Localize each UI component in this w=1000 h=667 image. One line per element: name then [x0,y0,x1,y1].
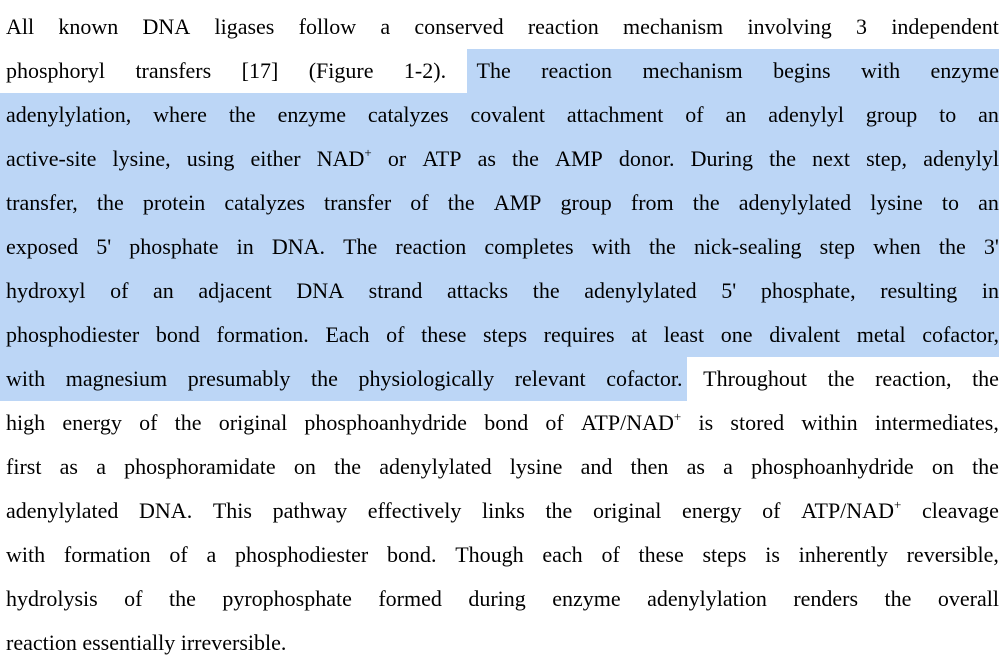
text-word: stored [730,410,785,435]
text-word: independent [891,14,999,39]
text-word: Each [325,322,370,347]
text-word: these [421,322,467,347]
text-word: the [769,146,796,171]
text-word: requires [543,322,615,347]
text-word: adenylylation, [6,102,132,127]
text-word: DNA. [139,498,193,523]
text-word: of [139,410,158,435]
text-word: one [720,322,753,347]
superscript-plus: + [893,497,902,512]
text-word: DNA [142,14,191,39]
text-word: formation. [216,322,309,347]
text-word: the [228,102,256,127]
text-word: reaction [527,14,599,39]
text-word: an [978,190,999,215]
text-word: enzyme [930,58,999,83]
text-word: lysine, [112,146,171,171]
text-word: the [827,366,855,391]
text-word: at [631,322,648,347]
text-word: least [663,322,705,347]
text-word: lysine [870,190,923,215]
text-word: formed [378,586,442,611]
text-line [6,5,999,49]
text-word: magnesium [65,366,168,391]
text-word: [17] [241,58,279,83]
text-word: from [630,190,674,215]
text-word: the [512,146,539,171]
text-word: metal [856,322,906,347]
text-word: attacks [447,278,509,303]
text-word: of [762,498,781,523]
text-word: phosphodiester [234,542,369,567]
text-word: ATP/NAD+ [801,497,902,523]
text-word: as [686,454,705,479]
text-word: on [931,454,954,479]
text-word: irreversible. [180,630,287,655]
text-word: reversible, [906,542,999,567]
text-word: these [638,542,684,567]
text-word: of [410,190,429,215]
text-word: group [560,190,612,215]
text-word: Though [455,542,524,567]
text-word: is [698,410,714,435]
text-word: either [250,146,301,171]
text-word: each [542,542,583,567]
text-word: to [939,102,957,127]
text-word: completes [484,234,574,259]
text-word: in [236,234,254,259]
text-word: a [206,542,217,567]
text-word: adenylyl [768,102,844,127]
text-word: overall [937,586,999,611]
text-word: conserved [414,14,504,39]
text-word: renders [793,586,859,611]
text-word: links [482,498,525,523]
text-line [6,489,999,533]
text-word: phosphate, [760,278,856,303]
text-word: transfers [135,58,212,83]
text-word: 5' [96,234,112,259]
text-word: energy [682,498,742,523]
text-word: during [468,586,526,611]
text-word: steps [702,542,747,567]
text-word: the [311,366,338,391]
text-word: The [476,58,511,83]
text-word: bond. [386,542,437,567]
text-word: mechanism [622,14,724,39]
text-word: the [334,454,361,479]
text-word: bond [155,322,200,347]
text-word: enzyme [277,102,347,127]
text-word: reaction [541,58,613,83]
text-word: of [386,322,405,347]
text-word: 3 [856,14,868,39]
text-line [0,93,999,137]
text-word: catalyzes [367,102,449,127]
text-word: AMP [555,146,603,171]
text-word: the [938,234,966,259]
text-word: of [685,102,704,127]
text-word: relevant [514,366,586,391]
text-word: ATP [422,146,462,171]
text-word: the [545,498,573,523]
text-word: This [212,498,252,523]
text-word: with [591,234,631,259]
text-word: catalyzes [224,190,305,215]
text-word: 1-2). [403,58,447,83]
text-word: reaction [6,630,83,655]
text-word: formation [63,542,151,567]
text-word: adenylylated [379,454,492,479]
text-word: the [532,278,560,303]
text-word: covalent [470,102,545,127]
text-word: Throughout [703,366,808,391]
text-word: bond [484,410,529,435]
text-word: when [873,234,921,259]
text-word: ATP/NAD+ [580,409,682,435]
text-word: with [6,366,46,391]
text-word: the [447,190,475,215]
superscript-plus: + [364,145,372,160]
text-word: of [124,586,143,611]
text-line [0,225,999,269]
text-word: a [380,14,391,39]
text-line [6,577,999,621]
text-word: The [343,234,378,259]
text-word: adenylylation [647,586,767,611]
text-line [0,137,999,181]
text-word: a [96,454,106,479]
text-word: the [168,586,196,611]
text-word: essentially [82,630,181,655]
text-word: mechanism [642,58,743,83]
text-word: steps [483,322,527,347]
text-word: phosphodiester [6,322,140,347]
text-word: with [860,58,901,83]
text-word: then [630,454,669,479]
text-word: original [592,498,662,523]
text-word: phosphoramidate [124,454,276,479]
text-word: resulting [880,278,958,303]
text-word: begins [773,58,831,83]
text-word: the [648,234,676,259]
text-word: active-site [6,146,97,171]
text-word: DNA. [271,234,325,259]
text-word: presumably [187,366,291,391]
text-word: step, [866,146,908,171]
text-word: intermediates, [874,410,999,435]
text-word: or [387,146,407,171]
text-word: and [580,454,613,479]
text-word: cleavage [921,498,999,523]
text-word: known [58,14,119,39]
text-word: phosphoanhydride [751,454,914,479]
text-word: the [972,454,999,479]
text-line [6,621,999,665]
text-word: phosphoryl [6,58,105,83]
text-word: the [692,190,720,215]
text-word: pathway [272,498,348,523]
text-word: original [218,410,288,435]
text-word: transfer [324,190,392,215]
text-word: of [169,542,188,567]
text-word: a [723,454,733,479]
text-word: strand [368,278,423,303]
text-word: 3' [983,234,999,259]
text-word: adenylylated [738,190,852,215]
text-word: group [865,102,918,127]
text-word: using [186,146,235,171]
text-word: phosphoanhydride [304,410,467,435]
text-line [6,49,999,93]
document-paragraph [6,0,999,665]
text-line [0,313,999,357]
text-word: the [174,410,202,435]
text-word: next [812,146,850,171]
text-word: an [725,102,747,127]
text-word: within [801,410,858,435]
text-word: pyrophosphate [222,586,352,611]
text-word: 5' [721,278,737,303]
text-word: phosphate [129,234,219,259]
text-word: cofactor. [606,366,683,391]
text-word: adenylyl [923,146,999,171]
text-word: exposed [6,234,79,259]
text-word: step [819,234,856,259]
text-word: nick-sealing [693,234,802,259]
text-word: During [690,146,753,171]
text-line [0,269,999,313]
text-word: energy [62,410,122,435]
text-word: All [6,14,35,39]
text-word: transfer, [6,190,78,215]
text-word: an [978,102,999,127]
text-line [0,181,999,225]
text-word: of [545,410,564,435]
text-word: with [6,542,46,567]
text-word: NAD+ [316,145,372,171]
text-word: in [981,278,999,303]
text-word: is [765,542,780,567]
text-word: hydrolysis [6,586,98,611]
text-word: involving [747,14,832,39]
text-word: an [153,278,174,303]
text-word: donor. [618,146,675,171]
text-word: as [59,454,78,479]
text-word: AMP [493,190,542,215]
text-word: DNA [296,278,345,303]
text-word: where [153,102,207,127]
text-line [6,357,999,401]
text-word: reaction, [875,366,952,391]
text-word: the [96,190,124,215]
text-word: adenylylated [584,278,697,303]
text-word: high [6,410,46,435]
text-word: protein [142,190,206,215]
text-word: attachment [566,102,664,127]
text-word: hydroxyl [6,278,86,303]
text-word: (Figure [308,58,374,83]
text-word: on [293,454,316,479]
text-line [6,401,999,445]
text-word: the [972,366,999,391]
text-word: effectively [367,498,462,523]
text-word: divalent [769,322,841,347]
text-word: adjacent [198,278,272,303]
superscript-plus: + [673,409,682,424]
text-word: inherently [798,542,888,567]
text-word: reaction [395,234,467,259]
text-word: enzyme [552,586,621,611]
text-word: of [110,278,129,303]
text-word: adenylylated [6,498,119,523]
text-word: cofactor, [922,322,999,347]
text-word: ligases [214,14,275,39]
text-word: physiologically [358,366,495,391]
text-word: of [601,542,620,567]
text-word: the [884,586,912,611]
text-word: follow [298,14,357,39]
text-word: as [477,146,496,171]
text-line [6,445,999,489]
text-word: to [941,190,960,215]
text-word: first [6,454,42,479]
text-line [6,533,999,577]
text-word: lysine [509,454,563,479]
